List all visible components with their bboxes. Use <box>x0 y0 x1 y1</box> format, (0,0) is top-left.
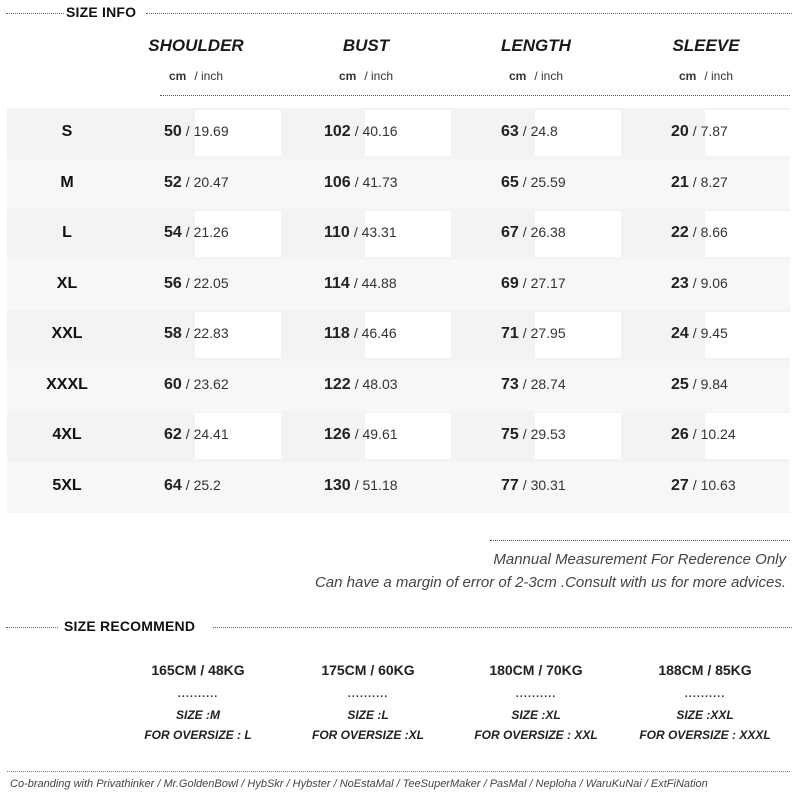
height-weight: 180CM / 70KG <box>489 662 583 678</box>
table-row <box>7 411 790 461</box>
unit-label-length <box>461 69 611 83</box>
table-row <box>7 159 790 209</box>
measurement-cell <box>671 123 728 141</box>
cm-value: 23 <box>671 274 689 292</box>
inch-value: / 27.95 <box>522 325 566 341</box>
size-label: 5XL <box>52 476 82 494</box>
col-header-bust: BUST <box>342 36 390 55</box>
inch-value: / 10.63 <box>692 476 736 493</box>
inch-value: / 28.74 <box>522 375 566 392</box>
recommend-card <box>451 662 621 742</box>
unit-inch: / inch <box>194 69 224 83</box>
unit-label-shoulder <box>121 69 271 83</box>
unit-inch: / inch <box>534 69 564 83</box>
unit-label-sleeve <box>631 69 781 83</box>
unit-inch: / inch <box>364 69 394 83</box>
measurement-cell <box>324 123 398 141</box>
inch-value: / 21.26 <box>185 224 229 240</box>
inch-value: / 24.41 <box>185 426 229 442</box>
co-branding-footer: Co-branding with Privathinker / Mr.GoldenBowl / HybSkr / Hybster / NoEstaMal / TeeSuperMaker / PasMal / Neploha / WaruKuNai / ExtFiNation <box>10 778 708 790</box>
measurement-cell <box>324 325 397 343</box>
measurement-note: Mannual Measurement For Rederence Only <box>493 551 786 568</box>
inch-value: / 20.47 <box>185 173 229 190</box>
cm-value: 110 <box>324 224 350 241</box>
recommend-card <box>283 662 453 742</box>
measurement-cell <box>164 376 229 394</box>
table-row <box>7 108 790 158</box>
inch-value: / 26.38 <box>522 224 566 240</box>
measurement-cell <box>324 477 398 495</box>
inch-value: / 9.45 <box>692 325 728 341</box>
cm-value: 25 <box>671 375 689 393</box>
inch-value: / 25.2 <box>185 476 221 493</box>
measurement-cell <box>501 224 566 242</box>
cm-value: 50 <box>164 123 182 140</box>
unit-cm: cm <box>678 69 697 83</box>
cm-value: 22 <box>671 224 689 241</box>
footer-divider <box>7 771 790 772</box>
recommended-size: SIZE :M <box>176 708 220 722</box>
cm-value: 69 <box>501 274 519 292</box>
error-margin-note: Can have a margin of error of 2-3cm .Consult with us for more advices. <box>314 574 786 591</box>
col-header-sleeve: SLEEVE <box>672 36 740 55</box>
inch-value: / 22.83 <box>185 325 229 341</box>
inch-value: / 8.66 <box>692 224 728 240</box>
inch-value: / 7.87 <box>692 123 728 139</box>
cm-value: 118 <box>324 325 350 342</box>
col-header-shoulder: SHOULDER <box>148 36 244 55</box>
oversize-size: FOR OVERSIZE :XL <box>311 728 424 742</box>
measurement-cell <box>164 325 229 343</box>
cm-value: 67 <box>501 224 519 241</box>
measurement-cell <box>501 426 566 444</box>
unit-inch: / inch <box>704 69 734 83</box>
cm-value: 122 <box>324 375 351 393</box>
measurement-cell <box>501 123 558 141</box>
cm-value: 60 <box>164 375 182 393</box>
inch-value: / 40.16 <box>354 123 398 139</box>
size-label: L <box>62 224 72 241</box>
measurement-cell <box>324 224 397 242</box>
cm-value: 62 <box>164 426 182 443</box>
unit-label-bust <box>291 69 441 83</box>
measurement-cell <box>164 174 229 192</box>
inch-value: / 41.73 <box>354 173 398 190</box>
cm-value: 27 <box>671 476 689 494</box>
inch-value: / 19.69 <box>185 123 229 139</box>
divider-dots <box>213 627 792 628</box>
cm-value: 56 <box>164 274 182 292</box>
measurement-cell <box>671 224 728 242</box>
measurement-cell <box>501 174 566 192</box>
oversize-size: FOR OVERSIZE : XXL <box>474 728 598 742</box>
height-weight: 165CM / 48KG <box>151 662 245 678</box>
cm-value: 58 <box>164 325 182 342</box>
size-label: M <box>60 173 74 191</box>
cm-value: 102 <box>324 123 351 140</box>
cm-value: 130 <box>324 476 351 494</box>
inch-value: / 8.27 <box>692 173 728 190</box>
cm-value: 20 <box>671 123 689 140</box>
inch-value: / 43.31 <box>353 224 397 240</box>
size-info-header <box>0 2 800 22</box>
size-label: XXXL <box>46 375 88 393</box>
divider-dots <box>6 627 58 628</box>
measurement-cell <box>501 376 566 394</box>
inch-value: / 25.59 <box>522 173 566 190</box>
measurement-cell <box>671 174 728 192</box>
measurement-cell <box>164 275 229 293</box>
measurement-cell <box>671 426 736 444</box>
cm-value: 64 <box>164 476 182 494</box>
inch-value: / 51.18 <box>354 476 398 493</box>
col-header-length: LENGTH <box>501 36 571 55</box>
table-row <box>7 361 790 411</box>
inch-value: / 30.31 <box>522 476 566 493</box>
measurement-cell <box>164 426 229 444</box>
dots-separator: .......... <box>347 688 389 700</box>
cm-value: 77 <box>501 476 519 494</box>
measurement-cell <box>671 275 728 293</box>
cm-value: 63 <box>501 123 519 140</box>
measurement-cell <box>324 426 398 444</box>
measurement-cell <box>501 275 566 293</box>
measurement-cell <box>164 477 221 495</box>
cm-value: 21 <box>671 173 689 191</box>
divider-dots <box>146 13 792 14</box>
measurement-cell <box>324 174 398 192</box>
recommended-size: SIZE :XXL <box>676 708 734 722</box>
inch-value: / 9.84 <box>692 375 728 392</box>
unit-cm: cm <box>168 69 187 83</box>
dots-separator: .......... <box>177 688 219 700</box>
height-weight: 188CM / 85KG <box>658 662 752 678</box>
divider-dots <box>6 13 64 14</box>
size-label: 4XL <box>52 426 82 443</box>
recommended-size: SIZE :L <box>347 708 389 722</box>
size-recommend-header <box>0 616 800 636</box>
oversize-size: FOR OVERSIZE : XXXL <box>639 728 771 742</box>
measurement-cell <box>164 123 229 141</box>
size-recommend-title: SIZE RECOMMEND <box>64 618 196 634</box>
cm-value: 24 <box>671 325 689 342</box>
table-row <box>7 462 790 512</box>
inch-value: / 23.62 <box>185 375 229 392</box>
header-divider <box>160 95 790 96</box>
size-label: XL <box>56 274 78 292</box>
unit-cm: cm <box>338 69 357 83</box>
inch-value: / 24.8 <box>522 123 558 139</box>
cm-value: 126 <box>324 426 351 443</box>
size-info-title: SIZE INFO <box>66 4 137 20</box>
inch-value: / 44.88 <box>353 274 397 291</box>
cm-value: 114 <box>324 274 350 292</box>
cm-value: 54 <box>164 224 182 241</box>
unit-cm: cm <box>508 69 527 83</box>
cm-value: 65 <box>501 173 519 191</box>
cm-value: 75 <box>501 426 519 443</box>
inch-value: / 27.17 <box>522 274 566 291</box>
size-label: XXL <box>51 325 83 342</box>
measurement-cell <box>671 477 736 495</box>
oversize-size: FOR OVERSIZE : L <box>144 728 252 742</box>
measurement-cell <box>501 477 566 495</box>
inch-value: / 9.06 <box>692 274 728 291</box>
height-weight: 175CM / 60KG <box>321 662 415 678</box>
table-row <box>7 209 790 259</box>
recommended-size: SIZE :XL <box>511 708 561 722</box>
measurement-cell <box>671 376 728 394</box>
measurement-cell <box>164 224 229 242</box>
measurement-cell <box>501 325 566 343</box>
measurement-cell <box>324 376 398 394</box>
table-row <box>7 260 790 310</box>
inch-value: / 22.05 <box>185 274 229 291</box>
recommend-card <box>620 662 790 742</box>
cm-value: 52 <box>164 173 182 191</box>
size-label: S <box>61 123 73 140</box>
measurement-cell <box>324 275 397 293</box>
inch-value: / 29.53 <box>522 426 566 442</box>
inch-value: / 10.24 <box>692 426 736 442</box>
dots-separator: .......... <box>684 688 726 700</box>
inch-value: / 46.46 <box>353 325 397 341</box>
cm-value: 106 <box>324 173 351 191</box>
measurement-cell <box>671 325 728 343</box>
table-row <box>7 310 790 360</box>
inch-value: / 48.03 <box>354 375 398 392</box>
cm-value: 73 <box>501 375 519 393</box>
recommend-card <box>113 662 283 742</box>
note-divider <box>490 540 790 541</box>
dots-separator: .......... <box>515 688 557 700</box>
inch-value: / 49.61 <box>354 426 398 442</box>
cm-value: 26 <box>671 426 689 443</box>
cm-value: 71 <box>501 325 519 342</box>
